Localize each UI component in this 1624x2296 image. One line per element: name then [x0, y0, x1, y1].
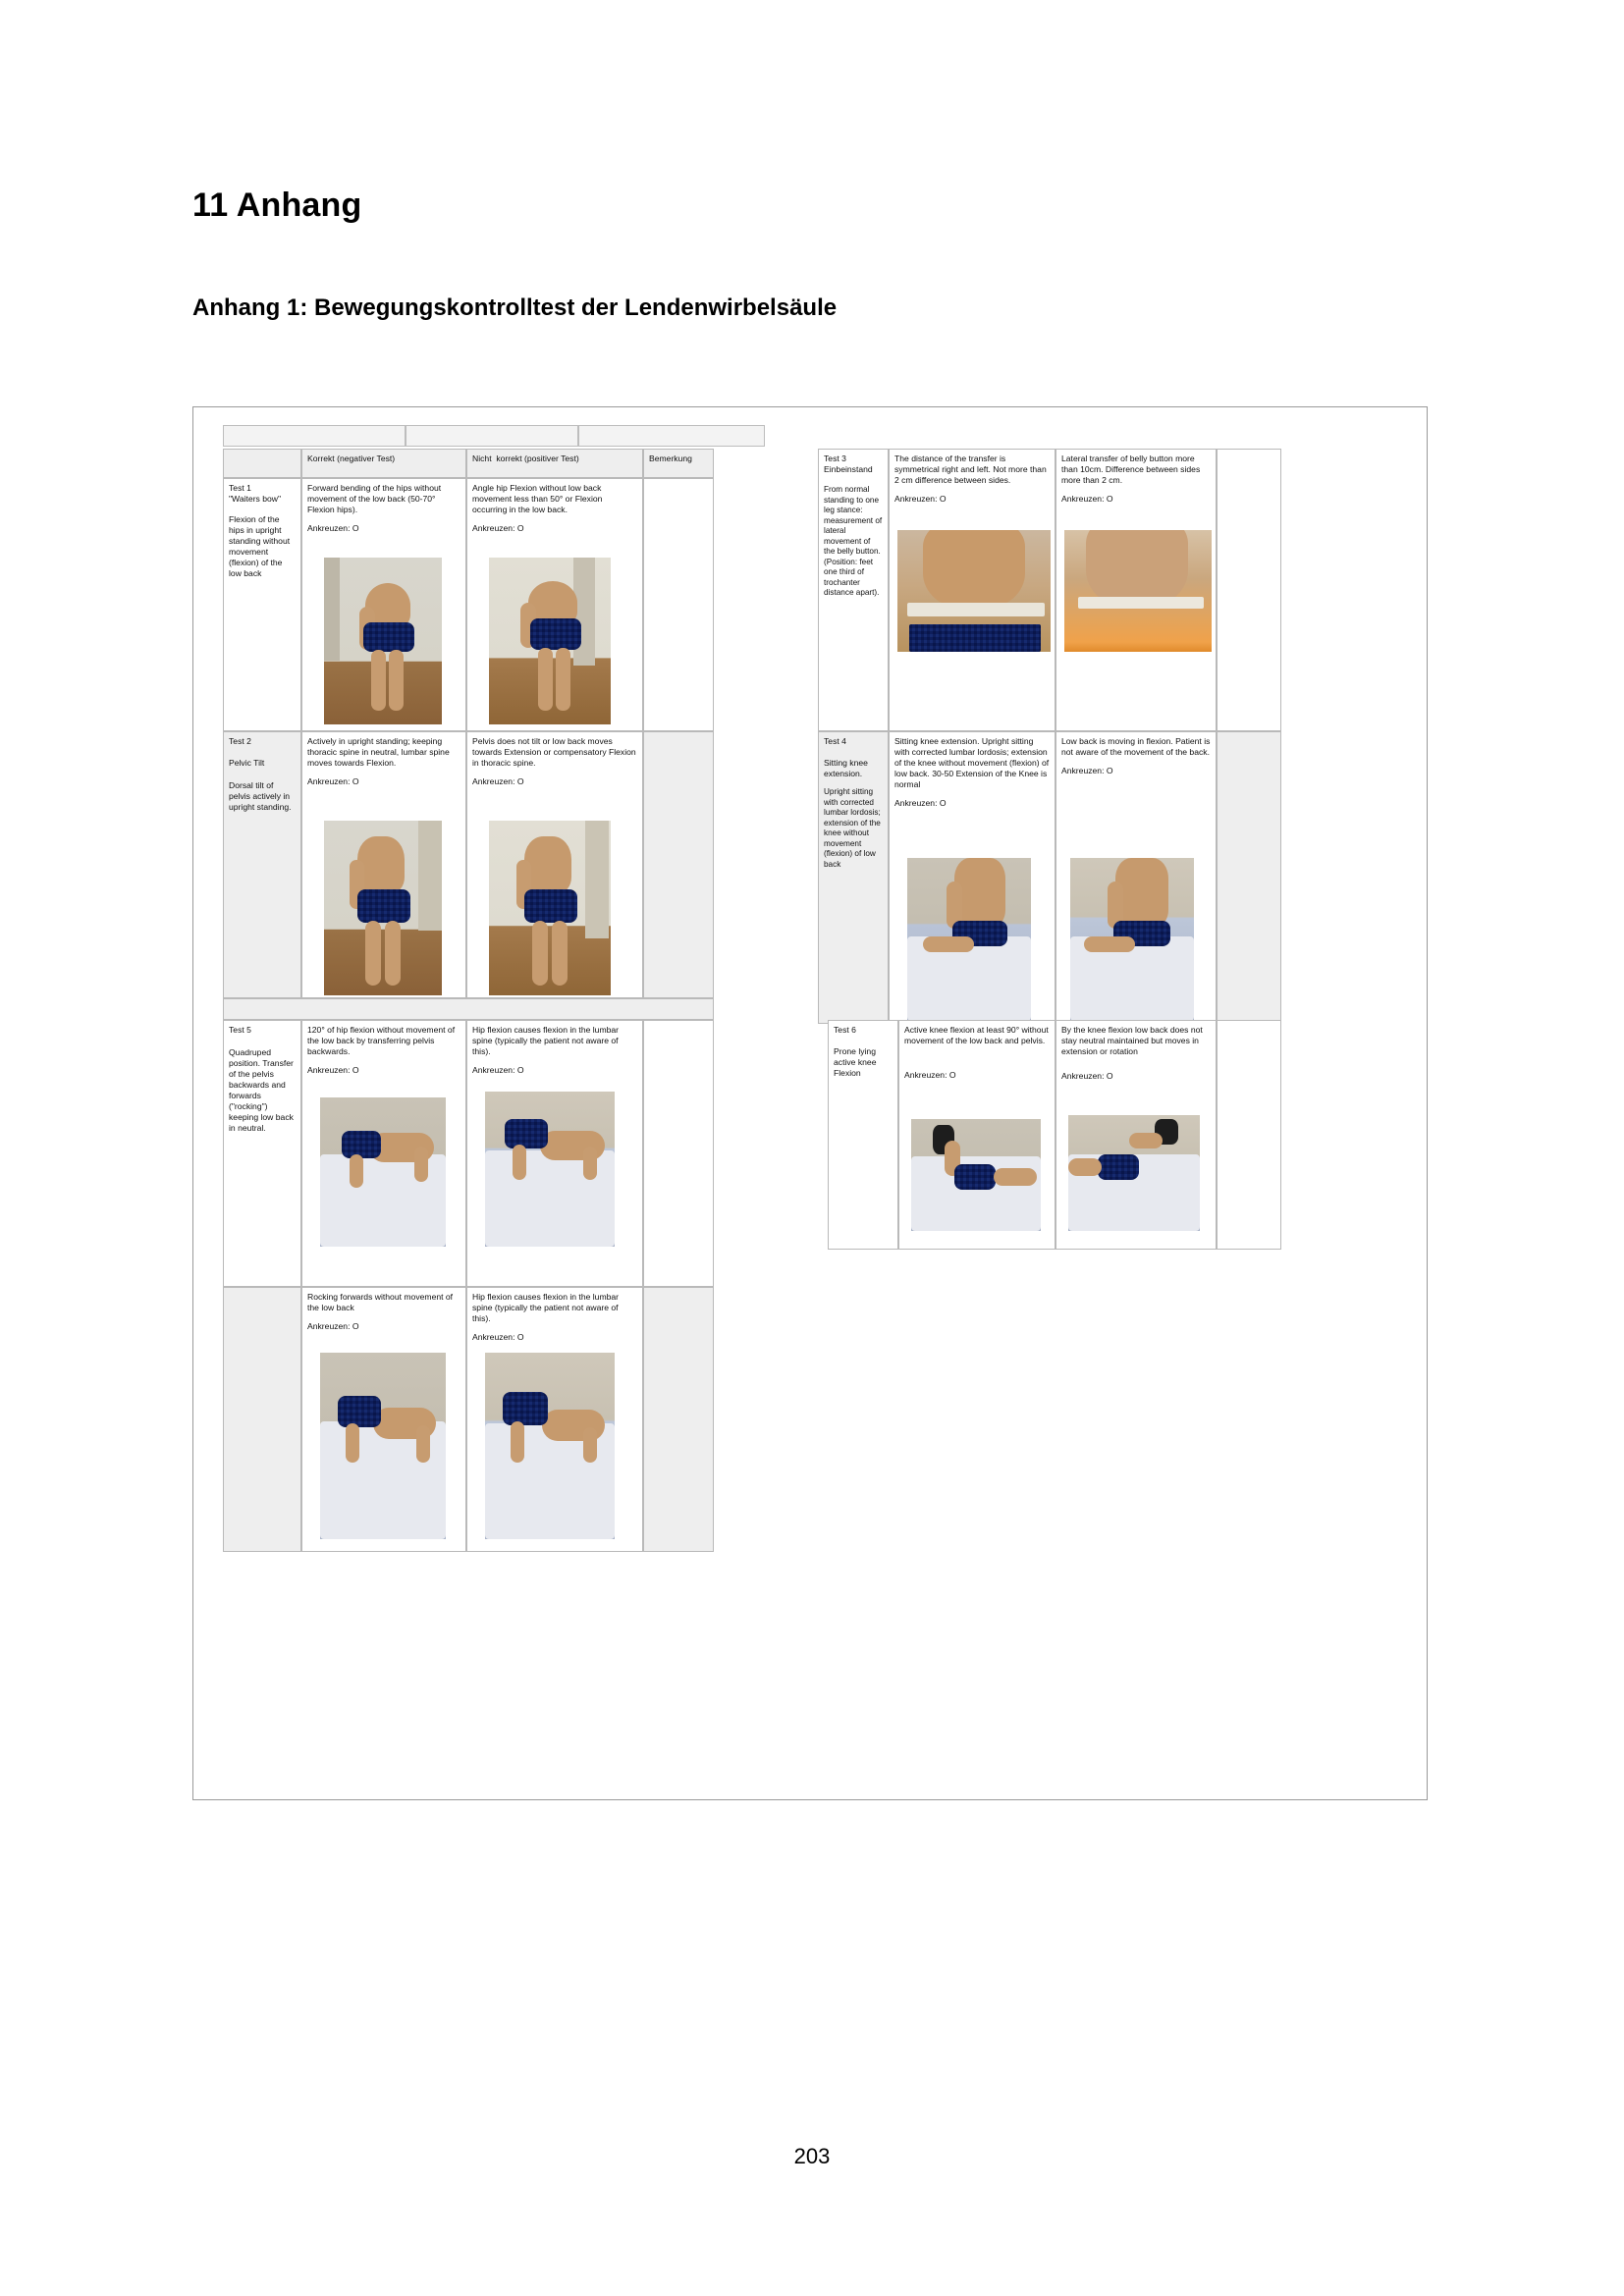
test-5b-name-cell	[223, 1287, 301, 1552]
test-5b-incorrect-cell	[466, 1287, 643, 1552]
test-3-correct-cell	[889, 449, 1056, 731]
test-5-correct-text: 120° of hip flexion without movement of the low back by transferring pelvis backwards.	[307, 1025, 458, 1056]
test-3-remark-cell[interactable]	[1217, 449, 1281, 731]
test-2-description: Dorsal tilt of pelvis actively in upright standing.	[229, 780, 293, 812]
test-5b-correct-checkbox[interactable]: Ankreuzen: O	[307, 1321, 359, 1331]
test-5-incorrect-checkbox[interactable]: Ankreuzen: O	[472, 1065, 524, 1075]
test-6-correct-photo	[911, 1119, 1041, 1231]
test-5b-name	[224, 1288, 300, 1294]
test-1-incorrect-cell	[466, 478, 643, 731]
left-spacer-strip	[223, 998, 714, 1020]
left-header-col4-label: Bemerkung	[649, 454, 692, 463]
test-4-description: Upright sitting with corrected lumbar lordosis; extension of the knee without movement (flexion) of low back	[824, 787, 884, 869]
test-5-description: Quadruped position. Transfer of the pelvis backwards and forwards ("rocking") keeping low back in neutral.	[229, 1047, 297, 1133]
test-4-correct-checkbox[interactable]: Ankreuzen: O	[894, 798, 947, 808]
test-3-incorrect-photo	[1064, 530, 1212, 652]
test-2-incorrect-cell	[466, 731, 643, 998]
test-sheet	[193, 407, 1428, 1800]
test-5b-correct-cell	[301, 1287, 466, 1552]
sheet-header-strip-2	[406, 425, 578, 447]
test-6-incorrect-photo	[1068, 1115, 1200, 1231]
test-2-incorrect-checkbox[interactable]: Ankreuzen: O	[472, 776, 524, 786]
left-header-col3	[466, 449, 643, 478]
test-4-incorrect-photo	[1070, 858, 1194, 1021]
test-5-correct-photo	[320, 1097, 446, 1247]
test-6-correct-checkbox[interactable]: Ankreuzen: O	[904, 1070, 956, 1080]
left-header-col1	[223, 449, 301, 478]
test-2-correct-checkbox[interactable]: Ankreuzen: O	[307, 776, 359, 786]
test-3-correct-checkbox[interactable]: Ankreuzen: O	[894, 494, 947, 504]
test-6-correct-cell	[898, 1020, 1056, 1250]
test-2-remark-cell[interactable]	[643, 731, 714, 998]
test-5b-incorrect-text: Hip flexion causes flexion in the lumbar spine (typically the patient not aware of this).	[472, 1292, 622, 1323]
left-header-col4	[643, 449, 714, 478]
test-1-name-cell	[223, 478, 301, 731]
test-1-incorrect-checkbox[interactable]: Ankreuzen: O	[472, 523, 524, 533]
test-3-name-cell	[818, 449, 889, 731]
test-3-incorrect-checkbox[interactable]: Ankreuzen: O	[1061, 494, 1113, 504]
appendix-figure	[192, 406, 1428, 1800]
left-header-col2	[301, 449, 466, 478]
test-5b-remark	[644, 1288, 713, 1294]
test-5-correct-cell	[301, 1020, 466, 1287]
test-6-name: Test 6 Prone lying active knee Flexion	[834, 1025, 877, 1078]
test-3-remark	[1218, 450, 1280, 455]
test-4-remark-cell[interactable]	[1217, 731, 1281, 1024]
test-1-correct-cell	[301, 478, 466, 731]
test-1-remark	[644, 479, 713, 485]
test-4-correct-cell	[889, 731, 1056, 1024]
test-1-correct-text: Forward bending of the hips without movement of the low back (50-70° Flexion hips).	[307, 483, 444, 514]
test-4-remark	[1218, 732, 1280, 738]
page-number: 203	[793, 2144, 831, 2168]
test-1-incorrect-text: Angle hip Flexion without low back movement less than 50° or Flexion occurring in the low back.	[472, 483, 605, 514]
test-2-incorrect-photo	[489, 821, 611, 995]
test-1-incorrect-photo	[489, 558, 611, 724]
test-6-description	[829, 1081, 897, 1087]
test-3-correct-text: The distance of the transfer is symmetrical right and left. Not more than 2 cm difference between sides.	[894, 454, 1050, 485]
test-1-correct-checkbox[interactable]: Ankreuzen: O	[307, 523, 359, 533]
test-3-incorrect-text: Lateral transfer of belly button more than 10cm. Difference between sides more than 2 cm.	[1061, 454, 1203, 485]
test-5b-incorrect-photo	[485, 1353, 615, 1539]
test-1-description: Flexion of the hips in upright standing without movement (flexion) of the low back	[229, 514, 293, 578]
test-5b-remark-cell[interactable]	[643, 1287, 714, 1552]
test-5-incorrect-cell	[466, 1020, 643, 1287]
test-6-remark-cell[interactable]	[1217, 1020, 1281, 1250]
test-5-incorrect-text: Hip flexion causes flexion in the lumbar spine (typically the patient not aware of this).	[472, 1025, 622, 1056]
test-4-incorrect-cell	[1056, 731, 1217, 1024]
test-6-name-cell	[828, 1020, 898, 1250]
test-5-correct-checkbox[interactable]: Ankreuzen: O	[307, 1065, 359, 1075]
test-6-correct-text: Active knee flexion at least 90° without movement of the low back and pelvis.	[904, 1025, 1052, 1045]
test-6-incorrect-text: By the knee flexion low back does not stay neutral maintained but moves in extension or rotation	[1061, 1025, 1206, 1056]
test-5-remark	[644, 1021, 713, 1027]
page-title: 11 Anhang	[192, 187, 362, 224]
test-2-correct-cell	[301, 731, 466, 998]
test-2-correct-text: Actively in upright standing; keeping thoracic spine in neutral, lumbar spine moves towards Flexion.	[307, 736, 453, 768]
left-header-col3-label: Nicht korrekt (positiver Test)	[472, 454, 579, 463]
test-2-correct-photo	[324, 821, 442, 995]
test-5-incorrect-photo	[485, 1092, 615, 1247]
test-5-remark-cell[interactable]	[643, 1020, 714, 1287]
test-2-name-cell	[223, 731, 301, 998]
test-3-incorrect-cell	[1056, 449, 1217, 731]
left-header-col1-label	[224, 450, 300, 455]
test-6-incorrect-cell	[1056, 1020, 1217, 1250]
test-5b-incorrect-checkbox[interactable]: Ankreuzen: O	[472, 1332, 524, 1342]
test-5-name: Test 5	[229, 1025, 251, 1035]
test-6-incorrect-checkbox[interactable]: Ankreuzen: O	[1061, 1071, 1113, 1081]
left-header-col2-label: Korrekt (negativer Test)	[307, 454, 396, 463]
test-3-name: Test 3 Einbeinstand	[824, 454, 873, 474]
test-2-name: Test 2 Pelvic Tilt	[229, 736, 265, 768]
test-4-incorrect-checkbox[interactable]: Ankreuzen: O	[1061, 766, 1113, 775]
test-3-description: From normal standing to one leg stance: measurement of lateral movement of the belly button. (Position: feet one third of trochanter distance apart).	[824, 485, 885, 597]
sheet-header-strip-3	[578, 425, 765, 447]
test-4-name-cell	[818, 731, 889, 1024]
test-5-name-cell	[223, 1020, 301, 1287]
test-4-correct-text: Sitting knee extension. Upright sitting with corrected lumbar lordosis; extension of the knee without movement (flexion) of low back. 30-50 Extension of the Knee is normal	[894, 736, 1052, 789]
test-1-correct-photo	[324, 558, 442, 724]
test-2-incorrect-text: Pelvis does not tilt or low back moves towards Extension or compensatory Flexion in thoracic spine.	[472, 736, 639, 768]
test-3-correct-photo	[897, 530, 1051, 652]
test-1-name: Test 1 "Waiters bow"	[229, 483, 282, 504]
test-2-remark	[644, 732, 713, 738]
test-4-correct-photo	[907, 858, 1031, 1021]
test-5b-correct-photo	[320, 1353, 446, 1539]
test-1-remark-cell[interactable]	[643, 478, 714, 731]
test-4-incorrect-text: Low back is moving in flexion. Patient is not aware of the movement of the back.	[1061, 736, 1213, 757]
test-4-name: Test 4 Sitting knee extension.	[824, 736, 868, 778]
test-5b-correct-text: Rocking forwards without movement of the low back	[307, 1292, 456, 1312]
sheet-header-strip-1	[223, 425, 406, 447]
page-subtitle: Anhang 1: Bewegungskontrolltest der Lendenwirbelsäule	[192, 294, 838, 321]
test-6-remark	[1218, 1021, 1280, 1027]
